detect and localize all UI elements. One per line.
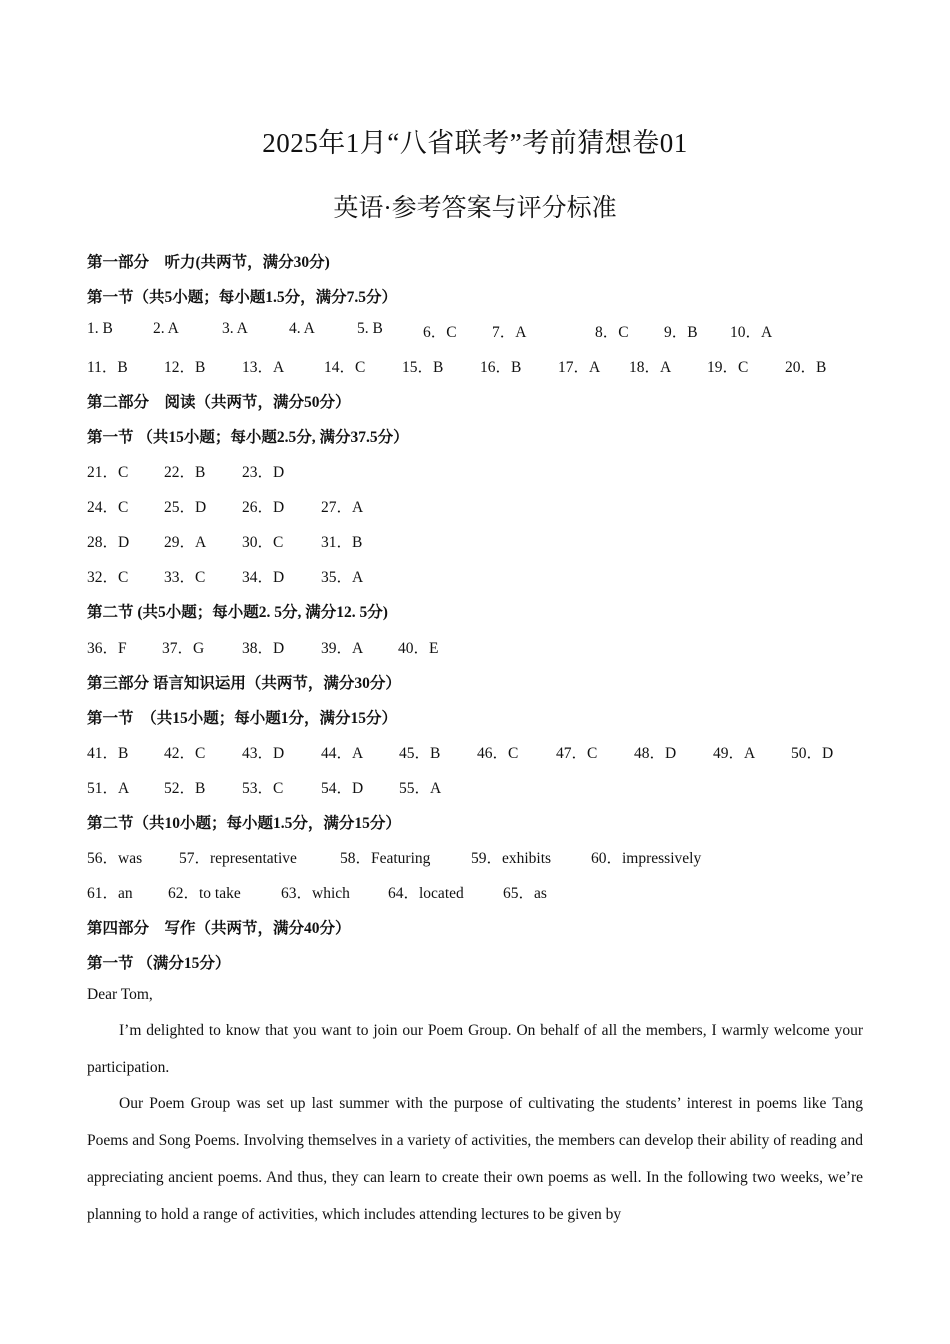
part1-section1-heading: 第一节（共5小题；每小题1.5分，满分7.5分） (87, 289, 398, 306)
answer-item: 38．D (242, 640, 285, 657)
answer-item: 30．C (242, 534, 284, 551)
answer-item: 1. B (87, 320, 113, 337)
answer-item: 28．D (87, 534, 130, 551)
answer-item: 33．C (164, 569, 206, 586)
answer-item: 6．C (423, 324, 457, 341)
answer-item: 21．C (87, 464, 129, 481)
answer-item: 47．C (556, 745, 598, 762)
answer-item: 50．D (791, 745, 834, 762)
page-title: 2025年1月“八省联考”考前猜想卷01 (262, 128, 688, 158)
letter-paragraph-1: I’m delighted to know that you want to join our Poem Group. On behalf of all the members, I warmly welcome your participation. (87, 1022, 863, 1076)
answer-item: 8．C (595, 324, 629, 341)
answer-item: 31．B (321, 534, 363, 551)
answer-item: 27．A (321, 499, 364, 516)
answer-row-51-55 (87, 776, 537, 796)
answer-item: 48．D (634, 745, 677, 762)
answer-item: 5. B (357, 320, 383, 337)
answer-item: 34．D (242, 569, 285, 586)
answer-item: 19．C (707, 359, 749, 376)
part2-section1-heading: 第一节 （共15小题；每小题2.5分, 满分37.5分） (87, 429, 409, 446)
answer-item: 2. A (153, 320, 179, 337)
answer-item: 16．B (480, 359, 522, 376)
answer-item: 23．D (242, 464, 285, 481)
part4-section1-heading: 第一节 （满分15分） (87, 955, 231, 972)
answer-item: 46．C (477, 745, 519, 762)
answer-item: 55．A (399, 780, 442, 797)
answer-item: 15．B (402, 359, 444, 376)
answer-item: 41．B (87, 745, 129, 762)
answer-item: 49．A (713, 745, 756, 762)
answer-item: 10．A (730, 324, 773, 341)
answer-row-41-50 (87, 741, 867, 761)
answer-item: 59．exhibits (471, 850, 552, 867)
answer-item: 42．C (164, 745, 206, 762)
answer-item: 17．A (558, 359, 601, 376)
answer-item: 12．B (164, 359, 206, 376)
page-subtitle: 英语·参考答案与评分标准 (333, 195, 617, 222)
answer-item: 58．Featuring (340, 850, 431, 867)
answer-item: 7．A (492, 324, 527, 341)
answer-item: 32．C (87, 569, 129, 586)
answer-item: 14．C (324, 359, 366, 376)
answer-item: 53．C (242, 780, 284, 797)
answer-item: 54．D (321, 780, 364, 797)
answer-item: 26．D (242, 499, 285, 516)
answer-row-21-23 (87, 460, 487, 480)
part3-heading: 第三部分 语言知识运用（共两节，满分30分） (87, 675, 401, 692)
answer-item: 62．to take (168, 885, 241, 902)
answer-item: 35．A (321, 569, 364, 586)
answer-row-11-20 (87, 355, 867, 375)
answer-item: 9．B (664, 324, 698, 341)
answer-row-28-31 (87, 530, 487, 550)
answer-item: 24．C (87, 499, 129, 516)
answer-item: 29．A (164, 534, 207, 551)
answer-item: 57．representative (179, 850, 297, 867)
letter-paragraph-2: Our Poem Group was set up last summer with the purpose of cultivating the students’ interest in poems like Tang Poems and Song Poems. Involving themselves in a variety of activities, the members can develop their ability of reading and appreciating ancient poems. And thus, they can learn to create their own poems as well. In the following two weeks, we’re planning to hold a range of activities, which includes attending lectures to be given by (87, 1095, 863, 1223)
answer-item: 65．as (503, 885, 547, 902)
answer-row-61-65 (87, 881, 687, 901)
part2-section2-heading: 第二节 (共5小题；每小题2. 5分, 满分12. 5分) (87, 604, 388, 621)
answer-item: 18．A (629, 359, 672, 376)
answer-item: 4. A (289, 320, 315, 337)
answer-item: 36．F (87, 640, 127, 657)
letter-salutation: Dear Tom, (87, 986, 153, 1003)
answer-row-24-27 (87, 495, 487, 515)
part4-heading: 第四部分 写作（共两节，满分40分） (87, 920, 351, 937)
answer-item: 3. A (222, 320, 248, 337)
answer-item: 43．D (242, 745, 285, 762)
answer-item: 61．an (87, 885, 133, 902)
answer-item: 13．A (242, 359, 285, 376)
answer-item: 60．impressively (591, 850, 702, 867)
part2-heading: 第二部分 阅读（共两节，满分50分） (87, 394, 351, 411)
answer-item: 45．B (399, 745, 441, 762)
answer-item: 20．B (785, 359, 827, 376)
answer-item: 39．A (321, 640, 364, 657)
answer-item: 51．A (87, 780, 130, 797)
part3-section1-heading: 第一节 （共15小题；每小题1分，满分15分） (87, 710, 398, 727)
answer-row-56-60 (87, 846, 787, 866)
answer-item: 44．A (321, 745, 364, 762)
answer-row-32-35 (87, 565, 487, 585)
answer-item: 64．located (388, 885, 464, 902)
part3-section2-heading: 第二节（共10小题；每小题1.5分，满分15分） (87, 815, 401, 832)
answer-item: 22．B (164, 464, 206, 481)
answer-item: 56．was (87, 850, 143, 867)
answer-item: 37．G (162, 640, 205, 657)
answer-item: 40．E (398, 640, 439, 657)
answer-item: 63．which (281, 885, 350, 902)
part1-heading: 第一部分 听力(共两节，满分30分) (87, 254, 330, 271)
answer-row-1-10 (87, 320, 867, 340)
answer-row-36-40 (87, 636, 537, 656)
answer-item: 25．D (164, 499, 207, 516)
answer-item: 11．B (87, 359, 128, 376)
answer-item: 52．B (164, 780, 206, 797)
